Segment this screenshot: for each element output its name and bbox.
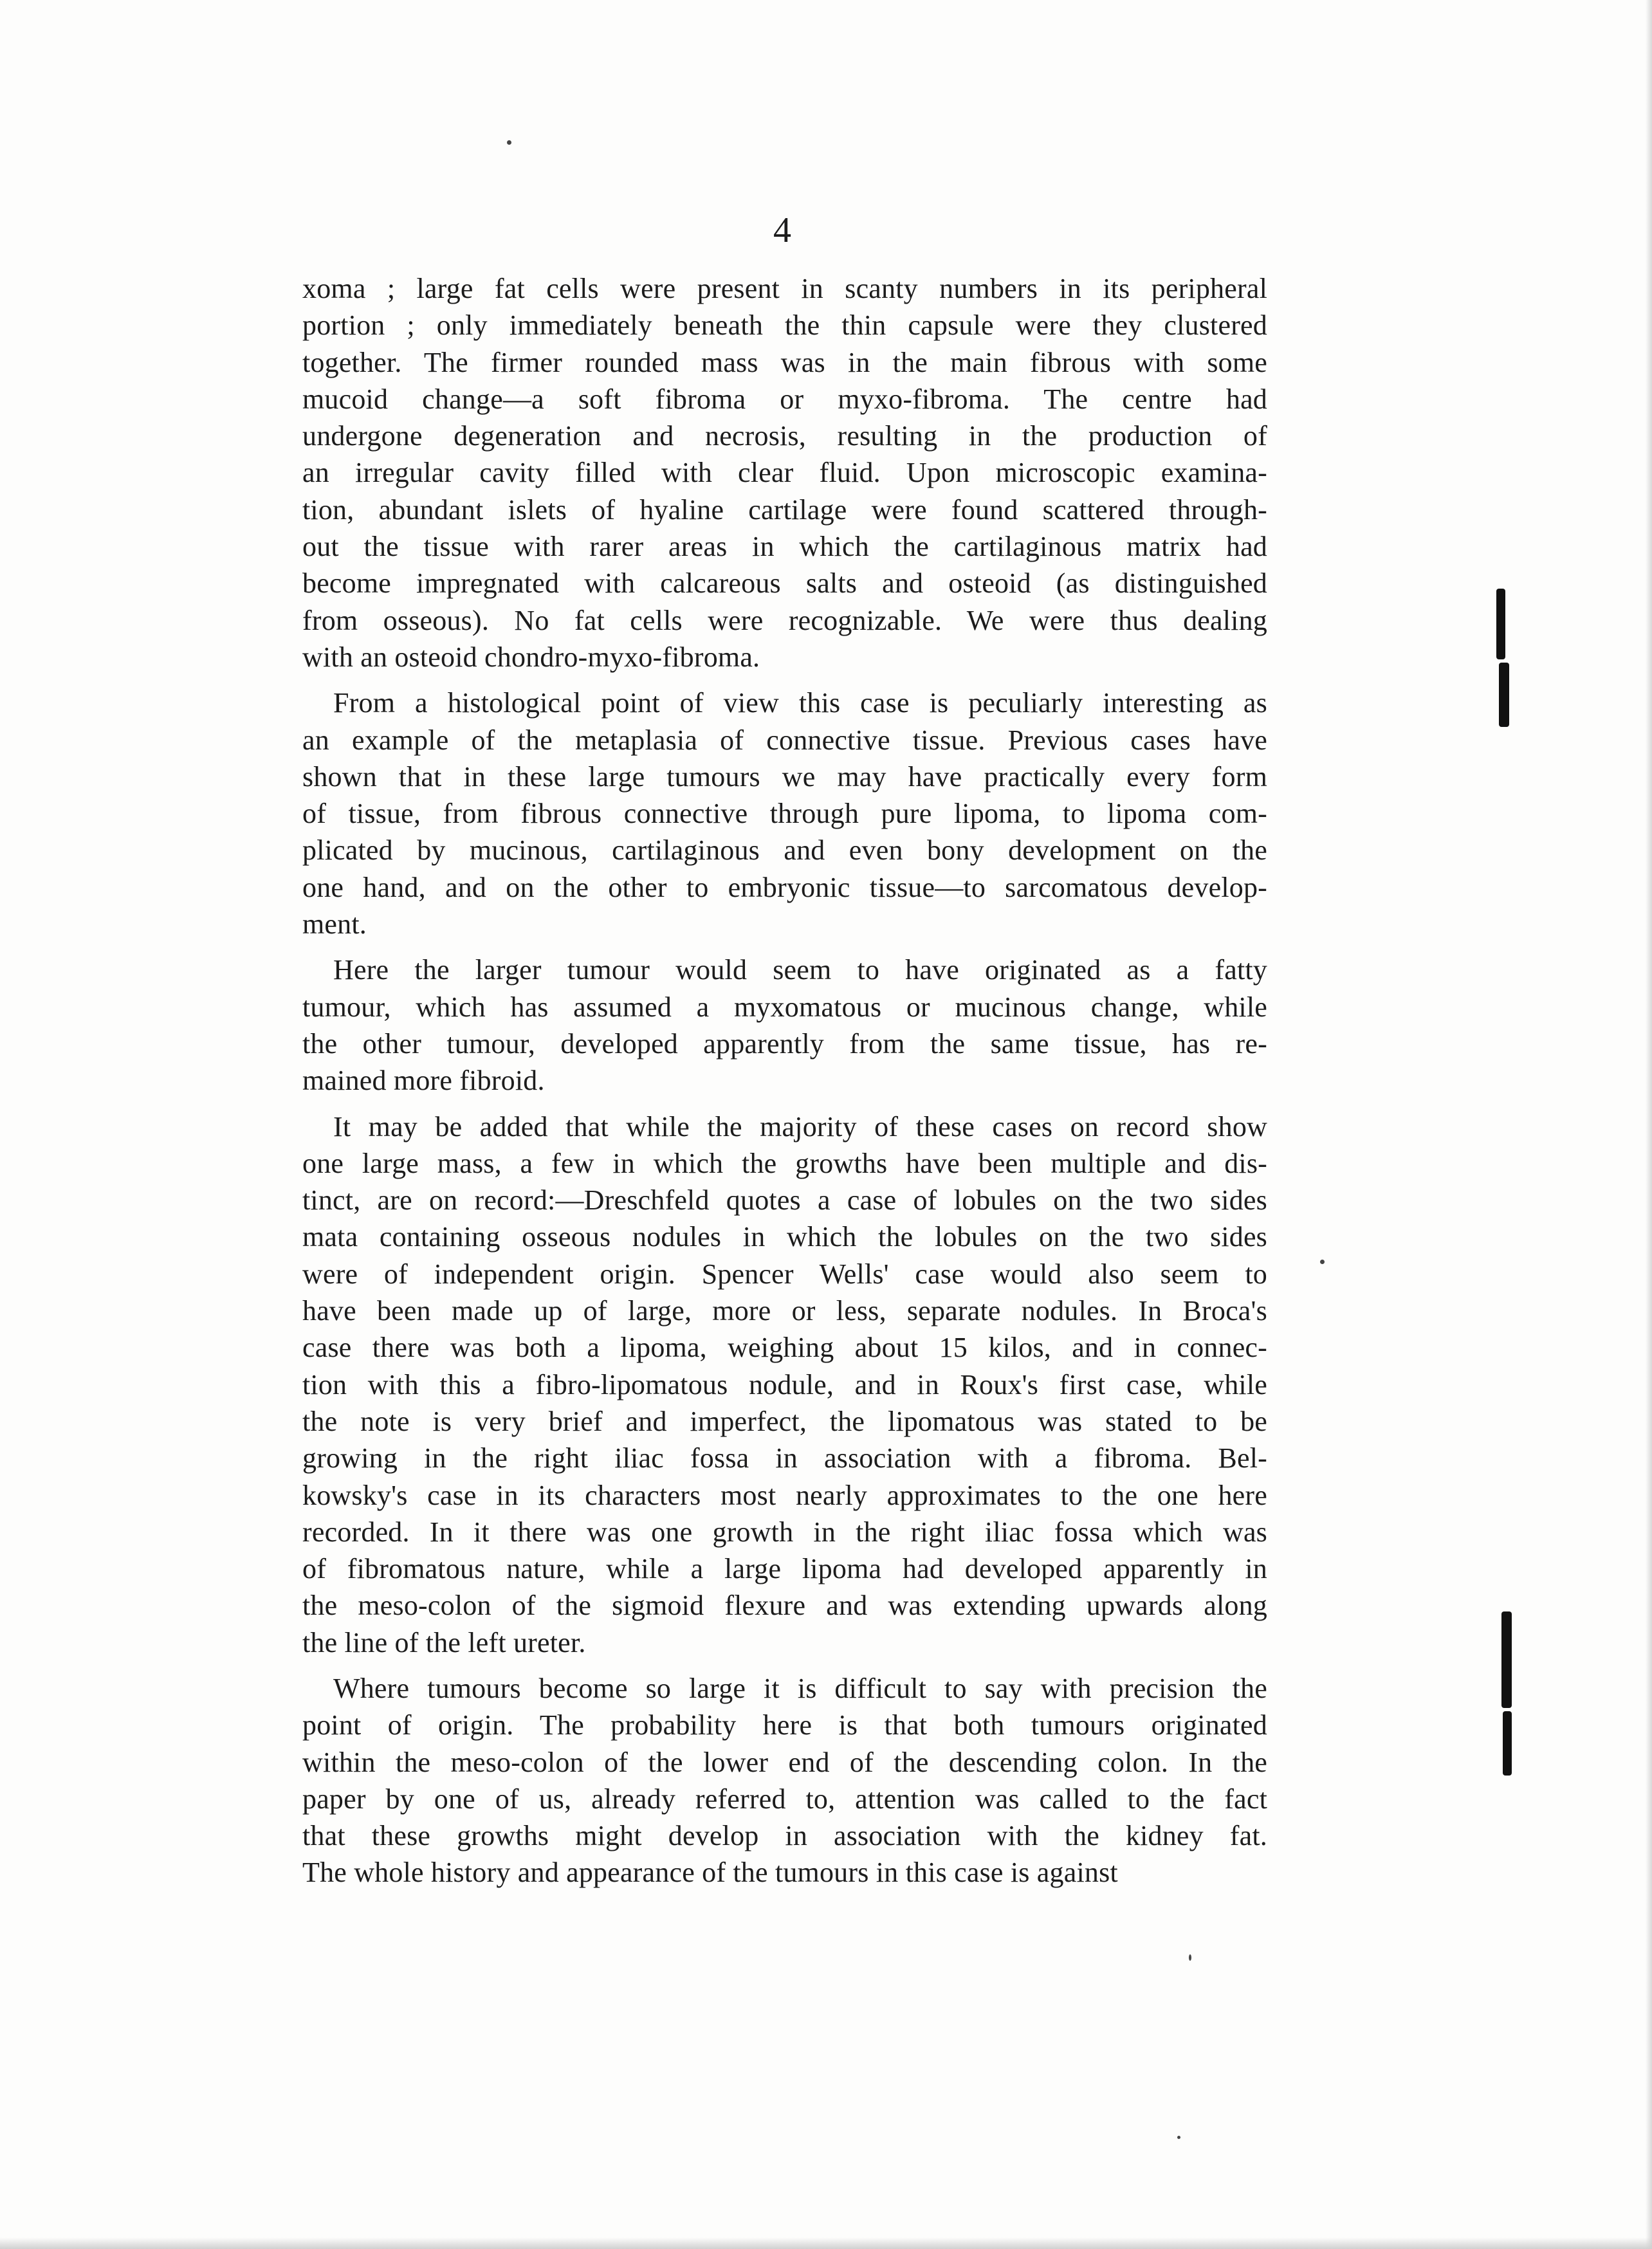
paragraph <box>302 951 1267 1099</box>
text-line: ment. <box>302 908 367 941</box>
scan-speck <box>1177 2136 1180 2139</box>
text-line: shown that in these large tumours we may have practically every form <box>302 760 1267 793</box>
paragraph <box>302 1670 1267 1891</box>
text-line: out the tissue with rarer areas in which the cartilaginous matrix had <box>302 531 1267 563</box>
paragraph <box>302 684 1267 942</box>
binding-mark-upper-1 <box>1496 589 1505 659</box>
text-line: that these growths might develop in association with the kidney fat. <box>302 1820 1267 1852</box>
scan-speck <box>1320 1260 1325 1264</box>
text-line: of fibromatous nature, while a large lipoma had developed apparently in <box>302 1553 1267 1585</box>
text-line: Where tumours become so large it is difficult to say with precision the <box>333 1672 1267 1704</box>
text-line: from osseous). No fat cells were recognizable. We were thus dealing <box>302 604 1267 636</box>
text-line: with an osteoid chondro-myxo-fibroma. <box>302 641 760 673</box>
text-line: paper by one of us, already referred to, attention was called to the fact <box>302 1783 1267 1815</box>
page-number: 4 <box>773 210 791 250</box>
text-line: mained more fibroid. <box>302 1065 545 1097</box>
text-line: the other tumour, developed apparently from the same tissue, has re- <box>302 1027 1267 1060</box>
text-line: portion ; only immediately beneath the thin capsule were they clustered <box>302 309 1267 342</box>
text-line: mata containing osseous nodules in which the lobules on the two sides <box>302 1221 1267 1253</box>
text-line: growing in the right iliac fossa in association with a fibroma. Bel- <box>302 1442 1267 1474</box>
text-line: an example of the metaplasia of connective tissue. Previous cases have <box>302 724 1267 756</box>
text-line: the line of the left ureter. <box>302 1626 586 1658</box>
text-line: point of origin. The probability here is that both tumours originated <box>302 1709 1267 1741</box>
text-line: of tissue, from fibrous connective through pure lipoma, to lipoma com- <box>302 798 1267 830</box>
text-line: The whole history and appearance of the tumours in this case is against <box>302 1857 1118 1889</box>
text-line: one large mass, a few in which the growths have been multiple and dis- <box>302 1147 1267 1179</box>
text-line: tinct, are on record:—Dreschfeld quotes a case of lobules on the two sides <box>302 1184 1267 1216</box>
text-line: together. The firmer rounded mass was in the main fibrous with some <box>302 346 1267 378</box>
text-line: become impregnated with calcareous salts and osteoid (as distinguished <box>302 567 1267 600</box>
text-line: have been made up of large, more or less, separate nodules. In Broca's <box>302 1295 1267 1327</box>
text-line: the meso-colon of the sigmoid flexure and was extending upwards along <box>302 1590 1267 1622</box>
text-line: Here the larger tumour would seem to have originated as a fatty <box>333 954 1267 986</box>
text-line: tumour, which has assumed a myxomatous or mucinous change, while <box>302 991 1267 1023</box>
text-line: undergone degeneration and necrosis, resulting in the production of <box>302 420 1267 452</box>
text-line: From a histological point of view this case is peculiarly interesting as <box>333 687 1267 719</box>
scan-speck <box>1189 1954 1191 1961</box>
text-line: were of independent origin. Spencer Wells' case would also seem to <box>302 1258 1267 1290</box>
text-line: case there was both a lipoma, weighing about 15 kilos, and in connec- <box>302 1332 1267 1364</box>
text-line: tion with this a fibro-lipomatous nodule, and in Roux's first case, while <box>302 1368 1267 1400</box>
text-line: within the meso-colon of the lower end of the descending colon. In the <box>302 1746 1267 1778</box>
text-line: an irregular cavity filled with clear fluid. Upon microscopic examina- <box>302 457 1267 489</box>
text-line: mucoid change—a soft fibroma or myxo-fibroma. The centre had <box>302 383 1267 415</box>
text-line: kowsky's case in its characters most nearly approximates to the one here <box>302 1479 1267 1511</box>
text-line: the note is very brief and imperfect, the lipomatous was stated to be <box>302 1405 1267 1437</box>
text-line: recorded. In it there was one growth in the right iliac fossa which was <box>302 1516 1267 1548</box>
paragraph <box>302 1108 1267 1661</box>
page-bottom-shadow <box>0 2237 1652 2249</box>
body-text <box>302 270 1267 1900</box>
scan-speck <box>507 140 511 145</box>
binding-mark-lower-1 <box>1501 1611 1512 1708</box>
text-line: plicated by mucinous, cartilaginous and even bony development on the <box>302 834 1267 867</box>
binding-mark-upper-2 <box>1499 663 1509 727</box>
text-line: tion, abundant islets of hyaline cartilage were found scattered through- <box>302 493 1267 526</box>
page-edge-shadow <box>1646 0 1652 2249</box>
binding-mark-lower-2 <box>1503 1711 1512 1776</box>
text-line: It may be added that while the majority of these cases on record show <box>333 1110 1267 1143</box>
text-line: one hand, and on the other to embryonic tissue—to sarcomatous develop- <box>302 871 1267 903</box>
paragraph <box>302 270 1267 675</box>
text-line: xoma ; large fat cells were present in scanty numbers in its peripheral <box>302 273 1267 304</box>
